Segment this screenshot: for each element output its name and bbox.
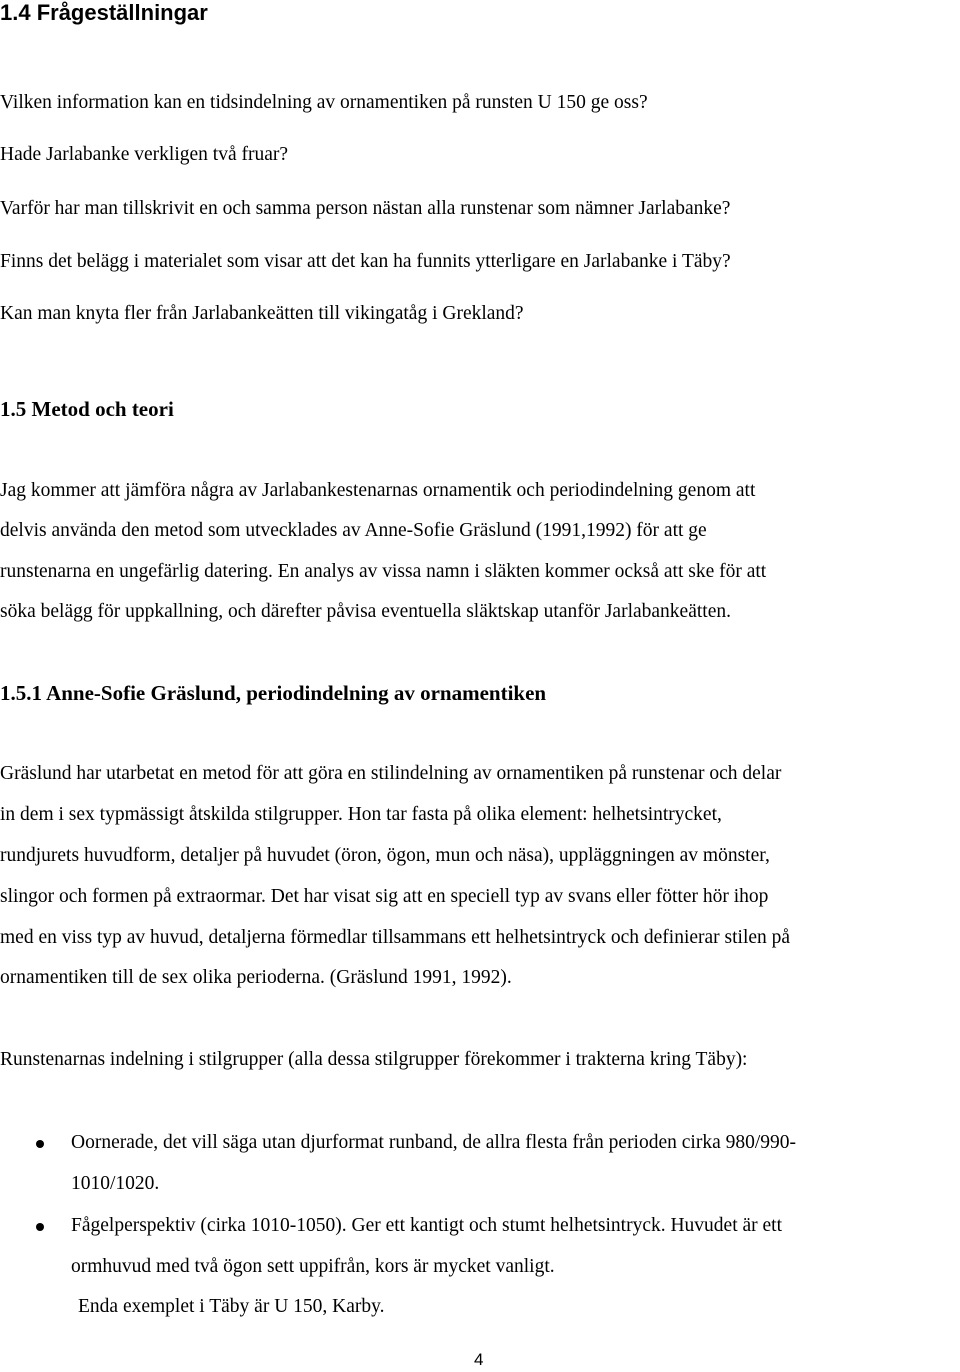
- bullet-icon: [36, 1223, 44, 1231]
- paragraph-line: delvis använda den metod som utvecklades av Anne-Sofie Gräslund (1991,1992) för att ge: [0, 520, 707, 541]
- section-heading-1-5-1: 1.5.1 Anne-Sofie Gräslund, periodindelning av ornamentiken: [0, 681, 547, 705]
- bullet-line: Oornerade, det vill säga utan djurformat runband, de allra flesta från perioden cirka 980/990-: [71, 1132, 797, 1153]
- page-number: 4: [474, 1350, 484, 1369]
- question-5: Kan man knyta fler från Jarlabankeätten till vikingatåg i Grekland?: [0, 303, 524, 324]
- paragraph-line: slingor och formen på extraormar. Det har visat sig att en speciell typ av svans eller fötter hör ihop: [0, 886, 769, 907]
- bullet-icon: [36, 1140, 44, 1148]
- question-3: Varför har man tillskrivit en och samma person nästan alla runstenar som nämner Jarlabanke?: [0, 198, 731, 219]
- paragraph-line: Gräslund har utarbetat en metod för att göra en stilindelning av ornamentiken på runstenar och delar: [0, 763, 782, 784]
- paragraph-line: runstenarna en ungefärlig datering. En analys av vissa namn i släkten kommer också att ske för att: [0, 561, 767, 582]
- section-heading-1-5: 1.5 Metod och teori: [0, 397, 174, 421]
- question-1: Vilken information kan en tidsindelning av ornamentiken på runsten U 150 ge oss?: [0, 92, 648, 113]
- section-heading-1-4: 1.4 Frågeställningar: [0, 0, 208, 25]
- paragraph-line: söka belägg för uppkallning, och därefter påvisa eventuella släktskap utanför Jarlabankeätten.: [0, 601, 731, 622]
- paragraph-line: in dem i sex typmässigt åtskilda stilgrupper. Hon tar fasta på olika element: helhetsintrycket,: [0, 804, 722, 825]
- paragraph-line: Jag kommer att jämföra några av Jarlabankestenarnas ornamentik och periodindelning genom att: [0, 480, 756, 501]
- bullet-line: 1010/1020.: [71, 1173, 160, 1194]
- question-4: Finns det belägg i materialet som visar att det kan ha funnits ytterligare en Jarlabanke i Täby?: [0, 251, 731, 272]
- paragraph-line: ornamentiken till de sex olika perioderna. (Gräslund 1991, 1992).: [0, 967, 512, 988]
- question-2: Hade Jarlabanke verkligen två fruar?: [0, 144, 289, 165]
- paragraph-line: med en viss typ av huvud, detaljerna förmedlar tillsammans ett helhetsintryck och definierar stilen på: [0, 927, 791, 948]
- list-intro: Runstenarnas indelning i stilgrupper (alla dessa stilgrupper förekommer i trakterna kring Täby):: [0, 1049, 748, 1070]
- paragraph-line: rundjurets huvudform, detaljer på huvudet (öron, ögon, mun och näsa), uppläggningen av mönster,: [0, 845, 770, 866]
- bullet-line: Fågelperspektiv (cirka 1010-1050). Ger ett kantigt och stumt helhetsintryck. Huvudet är ett: [71, 1215, 783, 1236]
- bullet-line: ormhuvud med två ögon sett uppifrån, kors är mycket vanligt.: [71, 1256, 555, 1277]
- trailing-line: Enda exemplet i Täby är U 150, Karby.: [78, 1296, 385, 1317]
